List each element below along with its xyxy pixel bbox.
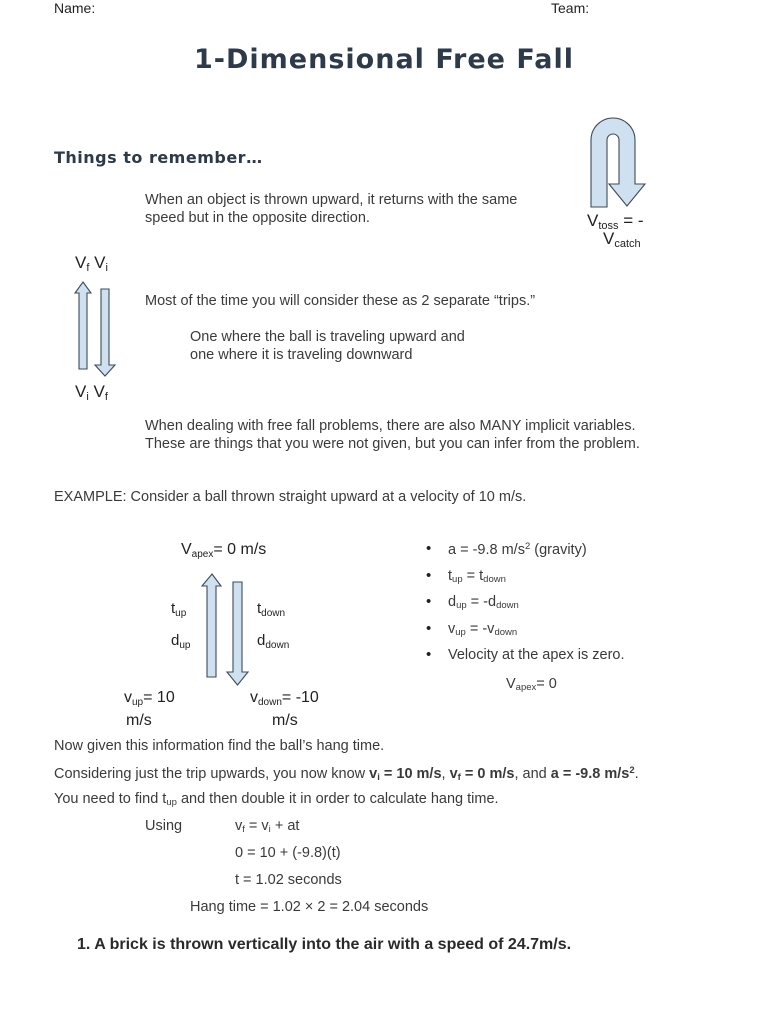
name-label: Name: [54,0,96,16]
up-down-arrows-icon [75,280,119,380]
v-up-label: $v_{up}= 10$ m/s [124,689,175,729]
page-title: 1-Dimensional Free Fall [194,44,574,75]
d-up-label: $d_{up}$ [171,632,191,651]
v-down-label: $v_{down}= -10$ m/s [250,689,319,729]
list-item: • Velocity at the apex is zero. [426,647,625,674]
v-apex-note: $V_{apex}= 0$ [506,676,557,693]
paragraph-line: These are things that you were not given, but you can infer from the problem. [145,436,640,452]
paragraph-line: When dealing with free fall problems, there are also MANY implicit variables. [145,418,636,434]
question-1: 1. A brick is thrown vertically into the air with a speed of 24.7m/s. [77,936,572,953]
paragraph-trips-detail [190,328,465,364]
example-intro: EXAMPLE: Consider a ball thrown straight upward at a velocity of 10 m/s. [54,489,527,505]
using-label: Using [145,818,183,834]
v-catch-label: $V_{catch}$ [603,229,641,250]
u-turn-arrow-icon [586,112,652,212]
list-item: • a = -9.8 $m/s^2$ (gravity) [426,541,625,568]
list-item: • $d_{up} = -d_{down}$ [426,594,625,621]
t-down-label: $t_{down}$ [257,600,286,619]
hang-time-result: Hang time = 1.02 × 2 = 2.04 seconds [190,899,429,915]
paragraph-line: One where the ball is traveling upward and [190,329,465,345]
d-down-label: $d_{down}$ [257,632,290,651]
list-item: • $t_{up} = t_{down}$ [426,568,625,595]
vi-vf-bottom-labels: $V_i$ $V_f$ [75,382,108,403]
equation-3: t = 1.02 seconds [235,872,342,888]
vf-vi-top-labels: $V_f$ $V_i$ [75,253,108,274]
section-heading: Things to remember… [54,148,263,167]
solution-line-1: Now given this information find the ball’s hang time. [54,738,385,754]
team-label: Team: [551,0,590,16]
up-down-arrows-example-icon [200,572,250,688]
list-item: • $v_{up} = -v_{down}$ [426,621,625,648]
paragraph-line: speed but in the opposite direction. [145,210,370,226]
v-toss-label: $V_{toss}$ = - [587,211,644,232]
v-apex-label: $V_{apex}= 0$ m/s [181,541,267,560]
solution-line-3: You need to find $t_{up}$ and then double it in order to calculate hang time. [54,791,499,808]
solution-line-2: Considering just the trip upwards, you now know $v_i = 10$ m/s, $v_f = 0$ m/s, and a = -9.8 $m/s^2$. [54,765,639,783]
implicit-variables-list [426,541,625,674]
paragraph-line: When an object is thrown upward, it returns with the same [145,192,518,208]
paragraph-same-speed [145,191,517,227]
paragraph-implicit-variables [145,417,640,453]
paragraph-two-trips: Most of the time you will consider these as 2 separate “trips.” [145,293,536,309]
t-up-label: $t_{up}$ [171,600,187,619]
equation-1: $v_f = v_i$ + at [235,818,300,835]
equation-2: 0 = 10 + (-9.8)(t) [235,845,341,861]
paragraph-line: one where it is traveling downward [190,347,413,363]
